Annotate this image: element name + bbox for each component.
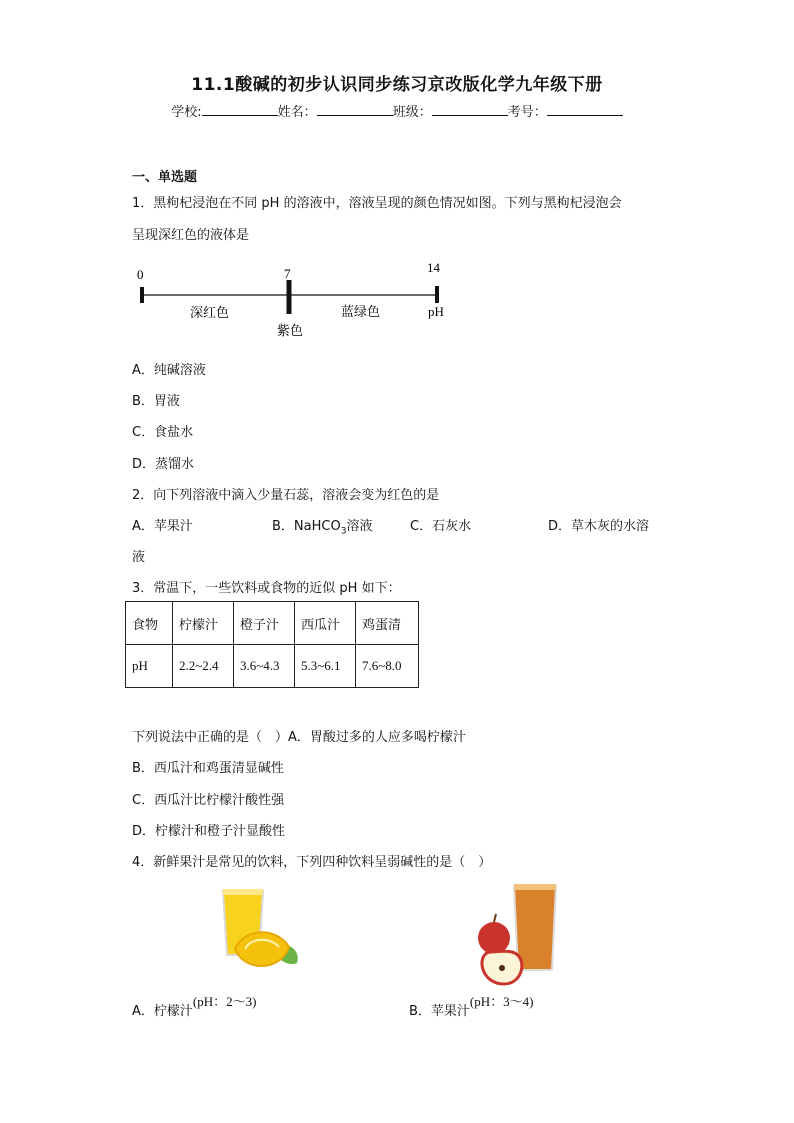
table-cell: 柠檬汁 xyxy=(173,602,234,645)
school-label: 学校: xyxy=(171,105,202,120)
class-label: 班级： xyxy=(392,105,432,120)
table-cell: 西瓜汁 xyxy=(295,602,356,645)
exam-no-label: 考号： xyxy=(507,105,547,120)
color-blue-green: 蓝绿色 xyxy=(341,305,381,320)
ph-color-diagram xyxy=(120,258,460,348)
page-title: 11.1酸碱的初步认识同步练习京改版化学九年级下册 xyxy=(191,75,603,95)
school-blank[interactable] xyxy=(202,101,278,116)
q1-option-d[interactable]: D．蒸馏水 xyxy=(132,457,195,472)
color-deep-red: 深红色 xyxy=(190,306,230,321)
red-apple-icon xyxy=(478,922,510,954)
juice-foam xyxy=(514,884,556,890)
q3-option-a[interactable]: 下列说法中正确的是（ ）A．胃酸过多的人应多喝柠檬汁 xyxy=(132,730,466,745)
table-row xyxy=(126,645,419,688)
q2-option-b[interactable] xyxy=(272,515,372,537)
exam-no-blank[interactable] xyxy=(547,101,623,116)
q3-option-c[interactable]: C．西瓜汁比柠檬汁酸性强 xyxy=(132,793,285,808)
section-heading: 一、单选题 xyxy=(132,170,198,185)
q3-option-b[interactable]: B．西瓜汁和鸡蛋清显碱性 xyxy=(132,761,284,776)
q3-stem: 3．常温下，一些饮料或食物的近似 pH 如下： xyxy=(132,581,401,596)
table-cell: pH xyxy=(126,645,173,688)
q4-option-a-label: A．柠檬汁 xyxy=(132,1004,193,1019)
juice-foam xyxy=(223,889,263,895)
q4-option-b-label: B．苹果汁 xyxy=(409,1004,470,1019)
student-info-line xyxy=(0,101,794,120)
q4-stem: 4．新鲜果汁是常见的饮料，下列四种饮料呈弱碱性的是（ ） xyxy=(132,855,492,870)
q1-option-a[interactable]: A．纯碱溶液 xyxy=(132,363,206,378)
table-cell: 鸡蛋清 xyxy=(356,602,419,645)
ph-table xyxy=(125,601,419,688)
q2-option-b-text: B．NaHCO xyxy=(272,519,341,534)
q1-stem-line2: 呈现深红色的液体是 xyxy=(132,228,250,243)
q4-option-b[interactable] xyxy=(409,994,534,1019)
q2-option-a[interactable]: A．苹果汁 xyxy=(132,519,193,534)
q2-option-b-subscript: 3 xyxy=(340,526,347,537)
q4-option-b-ph: (pH：3～4) xyxy=(469,994,534,1009)
q4-option-a[interactable] xyxy=(132,994,257,1019)
q1-stem-line1: 1．黑枸杞浸泡在不同 pH 的溶液中，溶液呈现的颜色情况如图。下列与黑枸杞浸泡会 xyxy=(132,196,622,211)
tick-label-14: 14 xyxy=(427,260,440,275)
axis-label-ph: pH xyxy=(428,304,444,319)
class-blank[interactable] xyxy=(432,101,508,116)
name-blank[interactable] xyxy=(317,101,393,116)
lemon-juice-image xyxy=(205,883,305,983)
q2-option-c[interactable]: C．石灰水 xyxy=(410,519,472,534)
table-cell: 3.6~4.3 xyxy=(234,645,295,688)
table-cell: 橙子汁 xyxy=(234,602,295,645)
color-purple: 紫色 xyxy=(277,324,304,339)
q2-option-b-suffix: 溶液 xyxy=(346,519,373,534)
name-label: 姓名： xyxy=(277,105,317,120)
q4-option-a-ph: (pH：2～3) xyxy=(192,994,257,1009)
table-header-row xyxy=(126,602,419,645)
q2-option-d-continued: 液 xyxy=(132,550,146,565)
table-cell: 5.3~6.1 xyxy=(295,645,356,688)
q1-option-c[interactable]: C．食盐水 xyxy=(132,425,194,440)
q2-stem: 2．向下列溶液中滴入少量石蕊，溶液会变为红色的是 xyxy=(132,488,440,503)
table-cell: 2.2~2.4 xyxy=(173,645,234,688)
table-cell: 7.6~8.0 xyxy=(356,645,419,688)
q1-option-b[interactable]: B．胃液 xyxy=(132,394,180,409)
tick-label-7: 7 xyxy=(284,266,291,281)
q2-option-d[interactable]: D．草木灰的水溶 xyxy=(548,519,650,534)
tick-label-0: 0 xyxy=(137,267,144,282)
table-cell: 食物 xyxy=(126,602,173,645)
apple-juice-image xyxy=(472,880,572,988)
q3-option-d[interactable]: D．柠檬汁和橙子汁显酸性 xyxy=(132,824,286,839)
